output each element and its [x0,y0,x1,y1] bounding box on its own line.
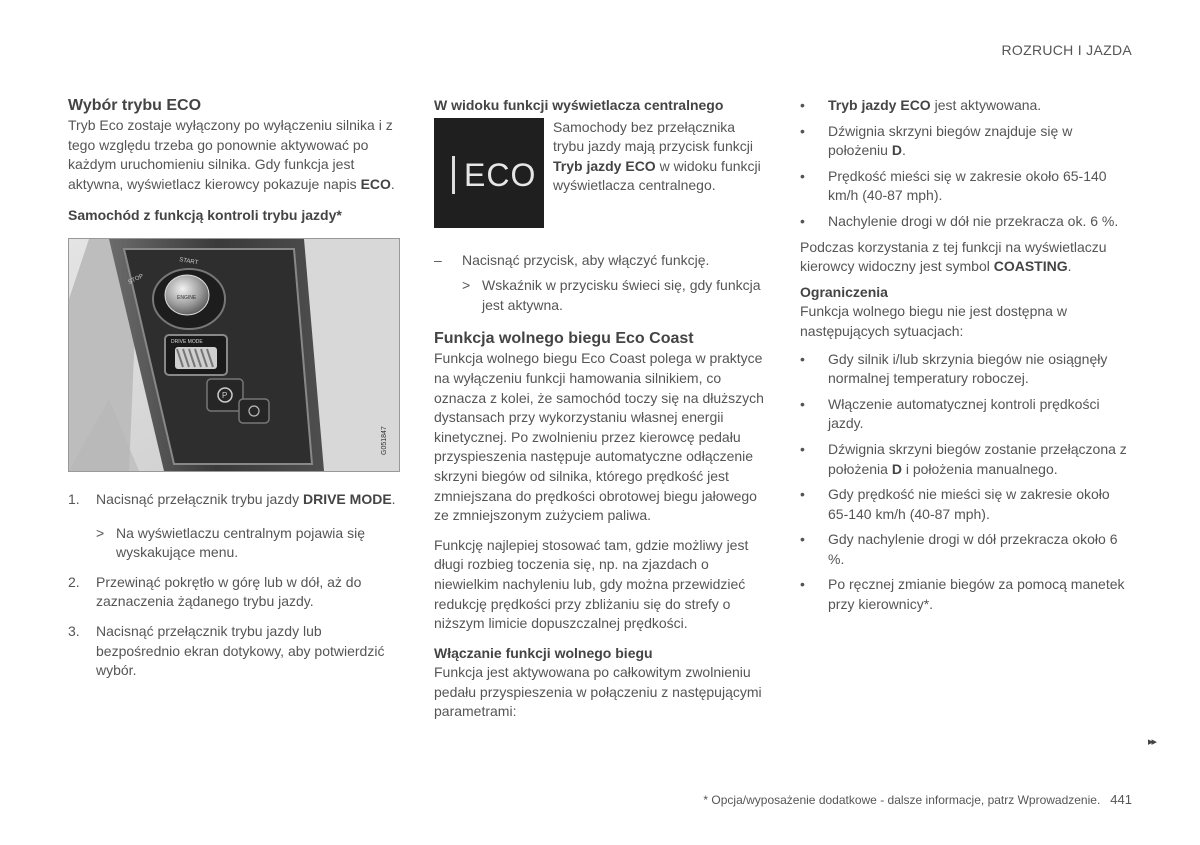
limitations-intro: Funkcja wolnego biegu nie jest dostępna w następujących sytuacjach: [800,303,1067,339]
section-heading-eco-coast: Funkcja wolnego biegu Eco Coast [434,330,694,348]
step-highlight: DRIVE MODE [302,490,392,507]
list-item [68,573,400,612]
condition-text: Dźwignia skrzyni biegów znajduje się w położeniu [828,122,1073,159]
page-number: 441 [1110,792,1132,807]
list-item [800,395,1132,434]
coasting-text: Podczas korzystania z tej funkcji na wyświetlaczu kierowcy widoczny jest symbol [800,238,1107,275]
limitation-text: Dźwignia skrzyni biegów zostanie przełączona z położenia [828,440,1127,477]
list-item [800,122,1132,161]
bullet-marker: • [800,440,805,457]
subheading-drive-mode-control: Samochód z funkcją kontroli trybu jazdy* [68,207,342,224]
eco-desc-tail: w widoku funkcji wyświetlacza centralnego. [553,157,761,194]
step-number: 2. [68,573,80,590]
instruction-item [434,251,766,316]
bullet-marker: • [800,122,805,139]
photo-label-drive-mode: DRIVE MODE [171,338,203,345]
column-1 [68,96,400,681]
condition-highlight: Tryb jazdy ECO [828,97,931,113]
step-number: 1. [68,490,80,507]
steps-list [68,490,400,681]
eco-coast-paragraph: Funkcja wolnego biegu Eco Coast polega w praktyce na wyłączeniu funkcji hamowania silnikiem, co oznacza z kolei, że samochód toczy się na dłuższych dystansach przy wykorzystaniu własnej energii kinetycznej. Po zwolnieniu przez kierowcę pedału przyspieszenia następuje automatyczne odłączenie skrzyni biegów od silnika, którego prędkość jest zmniejszana do prędkości obrotowej biegu jałowego ze zmniejszonym zużyciem paliwa. [434,350,764,524]
subheading-activation: Włączanie funkcji wolnego biegu [434,644,653,661]
condition-text: jest aktywowana. [930,97,1042,113]
bullet-marker: • [800,212,805,229]
list-item [800,212,1132,232]
result-arrow: > [96,524,105,541]
limitation-tail: i położenia manualnego. [901,460,1058,477]
bullet-marker: • [800,167,805,184]
limitation-text: Gdy silnik i/lub skrzynia biegów nie osiągnęły normalnej temperatury roboczej. [828,350,1108,387]
column-2 [434,96,766,722]
eco-intro-period: . [390,175,395,192]
list-item [68,622,400,681]
list-item [800,167,1132,206]
step-text: Przewinąć pokrętło w górę lub w dół, aż do zaznaczenia żądanego trybu jazdy. [96,573,362,610]
result-arrow: > [462,277,471,294]
photo-label-engine: ENGINE [177,294,197,301]
bullet-marker: • [800,395,805,412]
limitation-highlight: D [891,460,902,477]
step-period: . [391,490,396,507]
eco-button-image [434,118,544,228]
coasting-symbol-paragraph [800,238,1132,277]
dash-marker: – [434,251,442,268]
activation-paragraph: Funkcja jest aktywowana po całkowitym zwolnieniu pedału przyspieszenia w połączeniu z następującymi parametrami: [434,664,762,720]
page-footer [703,792,1132,807]
bullet-marker: • [800,486,805,503]
list-item [800,96,1132,116]
section-heading-eco-mode: Wybór trybu ECO [68,97,202,114]
chapter-header: ROZRUCH I JAZDA [1001,42,1132,58]
photo-reference-code: G051847 [381,426,388,455]
footnote: * Opcja/wyposażenie dodatkowe - dalsze informacje, patrz Wprowadzenie. [703,793,1101,807]
instruction-result [462,276,766,315]
eco-intro-paragraph [68,116,400,194]
subheading-limitations: Ograniczenia [800,283,888,300]
limitation-text: Gdy nachylenie drogi w dół przekracza około 6 %. [828,531,1118,567]
eco-button-label: ECO [464,156,537,193]
list-item [800,575,1132,614]
eco-intro-text: Tryb Eco zostaje wyłączony po wyłączeniu silnika i z tego względu trzeba go ponownie aktywować po każdym uruchomieniu silnika. Gdy funkcja jest aktywna, wyświetlacz kierowcy pokazuje napis [68,117,393,192]
limitations-list [800,350,1132,615]
activation-conditions-list [800,96,1132,232]
list-item [68,490,400,563]
bullet-marker: • [800,97,805,113]
bullet-marker: • [800,531,805,548]
condition-period: . [901,142,906,159]
continue-arrow-icon: ▸▸ [1148,736,1156,748]
instruction-text: Nacisnąć przycisk, aby włączyć funkcję. [462,251,710,268]
eco-desc-highlight: Tryb jazdy ECO [553,157,656,174]
svg-text:P: P [222,390,228,400]
step-text: Nacisnąć przełącznik trybu jazdy lub bezpośrednio ekran dotykowy, aby potwierdzić wybór. [96,622,385,679]
condition-text: Nachylenie drogi w dół nie przekracza ok. 6 %. [828,212,1119,229]
eco-button-description [553,118,766,196]
limitation-text: Włączenie automatycznej kontroli prędkości jazdy. [828,395,1100,432]
bullet-marker: • [800,576,805,593]
photo-label-start: START [178,257,199,267]
eco-intro-highlight: ECO [360,175,391,192]
limitation-text: Gdy prędkość nie mieści się w zakresie około 65-140 km/h (40-87 mph). [828,486,1110,522]
result-text: Wskaźnik w przycisku świeci się, gdy funkcja jest aktywna. [482,277,761,313]
list-item [800,350,1132,389]
eco-button-block [434,118,766,234]
eco-indicator-bar [452,156,455,194]
eco-desc-text: Samochody bez przełącznika trybu jazdy mają przycisk funkcji [553,118,753,155]
list-item [800,440,1132,479]
coasting-period: . [1067,258,1072,275]
coasting-highlight: COASTING [993,258,1068,275]
list-item [800,485,1132,524]
step-result [96,524,400,563]
subheading-center-display: W widoku funkcji wyświetlacza centralnego [434,97,724,113]
limitation-text: Po ręcznej zmianie biegów za pomocą manetek przy kierownicy*. [828,576,1125,613]
step-number: 3. [68,622,80,639]
drive-mode-console-photo [68,238,400,472]
condition-text: Prędkość mieści się w zakresie około 65-140 km/h (40-87 mph). [828,167,1107,204]
condition-highlight: D [891,142,902,159]
column-3 [800,96,1132,621]
eco-coast-usage-paragraph: Funkcję najlepiej stosować tam, gdzie możliwy jest długi rozbieg toczenia się, np. na zjazdach o niewielkim nachyleniu lub, gdy można przewidzieć redukcję prędkości przy zbliżaniu się do strefy o niższym limicie dopuszczalnej prędkości. [434,536,749,632]
result-text: Na wyświetlaczu centralnym pojawia się wyskakujące menu. [116,524,365,561]
photo-label-stop: STOP [127,273,145,286]
list-item [800,530,1132,569]
step-text: Nacisnąć przełącznik trybu jazdy [96,490,303,507]
bullet-marker: • [800,350,805,367]
